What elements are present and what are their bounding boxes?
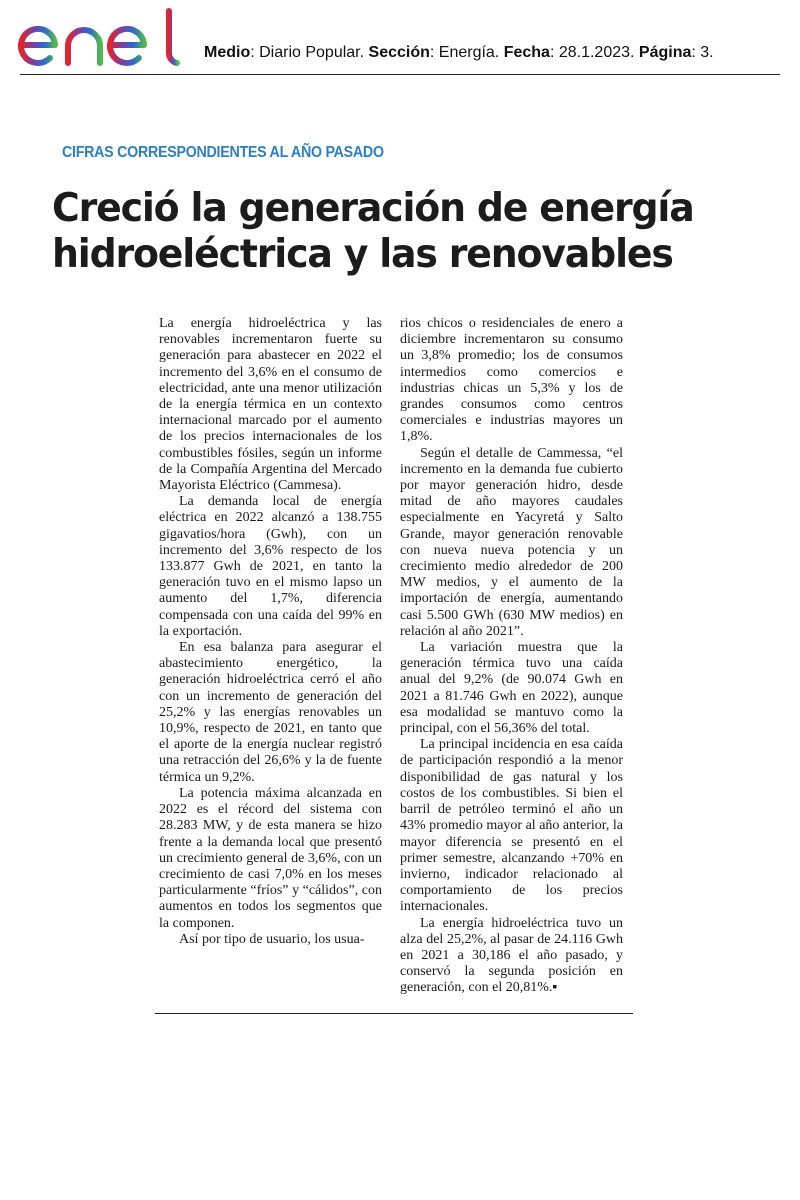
header-divider <box>20 74 780 75</box>
article-column-left <box>159 316 382 948</box>
enel-logo <box>18 8 180 70</box>
meta-value-medio: Diario Popular. <box>259 44 365 61</box>
article-source-meta: Medio: Diario Popular. Sección: Energía. Fecha: 28.1.2023. Página: 3. <box>204 44 714 61</box>
paragraph: rios chicos o residenciales de enero a diciembre incrementaron su consumo un 3,8% promedio; los de consumos intermedios como comercios e industrias chicas un 5,3% y los de grandes consumos como centros comerciales e industrias mayores un 1,8%. <box>400 316 623 445</box>
paragraph: La energía hidroeléctrica y las renovables incrementaron fuerte su generación para abastecer en 2022 el incremento del 3,6% en el consumo de electricidad, ante una menor utilización de la energía térmica en un contexto internacional marcado por el aumento de los precios internacionales de los combustibles fósiles, según un informe de la Compañía Argentina del Mercado Mayorista Eléctrico (Cammesa). <box>159 316 382 494</box>
meta-label-fecha: Fecha <box>503 44 550 61</box>
paragraph: Así por tipo de usuario, los usua- <box>179 931 365 947</box>
meta-label-medio: Medio <box>204 44 251 61</box>
article-end-divider <box>155 1013 633 1014</box>
meta-label-pagina: Página <box>638 44 692 61</box>
meta-label-seccion: Sección <box>368 44 430 61</box>
article-column-right <box>400 316 623 997</box>
headline-line-2: hidroeléctrica y las renovables <box>52 232 673 277</box>
article-headline <box>52 186 694 278</box>
meta-value-fecha: 28.1.2023. <box>558 44 635 61</box>
paragraph: La variación muestra que la generación térmica tuvo una caída anual del 9,2% (de 90.074 Gwh en 2021 a 81.746 Gwh en 2022), aunque esa modalidad se mantuvo como la principal, con el 56,36% del total. <box>400 640 623 737</box>
paragraph: La potencia máxima alcanzada en 2022 es el récord del sistema con 28.283 MW, y de esta manera se hizo frente a la demanda local que presentó un crecimiento general de 3,6%, con un crecimiento de casi 7,0% en los meses particularmente “fríos” y “cálidos”, con aumentos en todos los segmentos que la componen. <box>159 785 382 931</box>
paragraph: La energía hidroeléctrica tuvo un alza del 25,2%, al pasar de 24.116 Gwh en 2021 a 30,186 el año pasado, y conservó la segunda posición en generación, con el 20,81%.▪ <box>400 915 623 996</box>
paragraph: Según el detalle de Cammessa, “el incremento en la demanda fue cubierto por mayor generación hidro, desde mitad de año mayores caudales especialmente en Yacyretá y Salto Grande, mayor generación renovable con nueva nueva potencia y un crecimiento medio alrededor de 200 MW medios, y el aumento de la importación de energía, aumentando casi 5.500 GWh (630 MW medios) en relación al año 2021”. <box>400 445 623 639</box>
paragraph: La principal incidencia en esa caída de participación respondió a la menor disponibilidad de gas natural y los costos de los combustibles. Si bien el barril de petróleo terminó el año un 43% promedio mayor al año anterior, la mayor diferencia se presentó en el primer semestre, alcanzando +70% en invierno, indicador relacionado al comportamiento de los precios internacionales. <box>400 737 623 915</box>
paragraph: En esa balanza para asegurar el abastecimiento energético, la generación hidroeléctrica cerró el año con un incremento de generación del 25,2% y las energías renovables un 10,9%, respecto de 2021, en tanto que el aporte de la energía nuclear registró una retracción del 26,6% y la de fuente térmica un 9,2%. <box>159 640 382 785</box>
meta-value-pagina: 3. <box>700 44 714 61</box>
meta-value-seccion: Energía. <box>438 44 500 61</box>
headline-line-1: Creció la generación de energía <box>52 186 694 231</box>
paragraph: La demanda local de energía eléctrica en 2022 alcanzó a 138.755 gigavatios/hora (Gwh), con un incremento del 3,6% respecto de los 133.877 Gwh de 2021, en tanto la generación tuvo en el mismo lapso un aumento del 1,7%, diferencia compensada con una caída del 99% en la exportación. <box>159 494 382 639</box>
article-kicker: CIFRAS CORRESPONDIENTES AL AÑO PASADO <box>62 144 384 161</box>
